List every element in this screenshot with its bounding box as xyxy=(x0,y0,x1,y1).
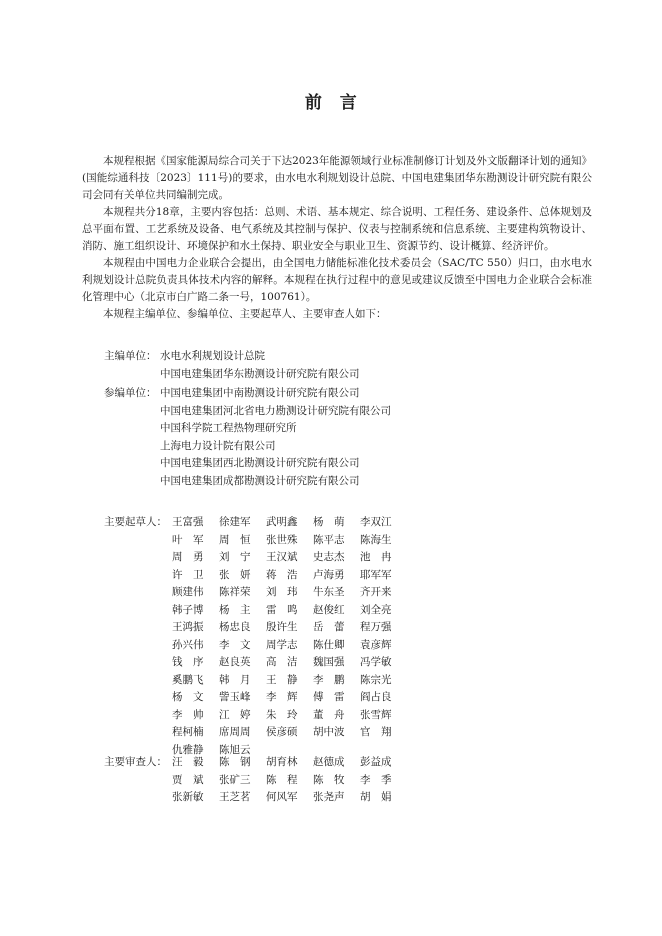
paragraph: 本规程共分18章，主要内容包括：总则、术语、基本规定、综合说明、工程任务、建设条件、总体规划及总平面布置、工艺系统及设备、电气系统及其控制与保护、仪表与控制系统和信息系统、主要建构筑物设计、消防、施工组织设计、环境保护和水土保持、职业安全与职业卫生、资源节约、设计概算、经济评价。 xyxy=(82,206,592,252)
people-row xyxy=(104,772,407,790)
person-name: 齐开来 xyxy=(360,586,392,598)
person-name: 钱 序 xyxy=(172,656,204,668)
person-name: 蒋 浩 xyxy=(266,568,298,581)
person-name: 袁彦辉 xyxy=(360,638,392,651)
person-name: 王鸿振 xyxy=(172,621,204,633)
person-name: 张雪辉 xyxy=(360,708,392,721)
person-name: 奚鹏飞 xyxy=(172,673,204,686)
person-name: 胡中波 xyxy=(313,726,345,738)
person-name: 牛东圣 xyxy=(313,586,345,598)
person-name: 程万强 xyxy=(360,621,392,633)
people-row xyxy=(104,549,407,567)
people-row xyxy=(104,584,407,602)
paragraph: 本规程由中国电力企业联合会提出，由全国电力储能标准化技术委员会（SAC/TC 550）归口，由水电水利规划设计总院负责具体技术内容的解释。本规程在执行过程中的意见或建议反馈至中国电力企业联合会标准化管理中心（北京市白广路二条一号，100761）。 xyxy=(82,257,592,303)
person-name: 池 冉 xyxy=(360,551,392,563)
person-name: 韩子博 xyxy=(172,603,204,616)
person-name: 张世殊 xyxy=(266,533,298,546)
person-name: 李双江 xyxy=(360,516,392,528)
person-name: 赵德成 xyxy=(313,756,345,768)
person-name: 张 妍 xyxy=(219,568,251,581)
person-name: 朱 玲 xyxy=(266,708,298,721)
person-name: 徐建军 xyxy=(219,516,251,528)
person-name: 胡育林 xyxy=(266,756,298,768)
person-name: 岳 蕾 xyxy=(313,621,345,633)
person-name: 叶 军 xyxy=(172,533,204,546)
people-row xyxy=(104,532,407,550)
people-row xyxy=(104,514,407,532)
person-name: 陈 程 xyxy=(266,773,298,786)
drafters-label: 主要起草人： xyxy=(104,516,167,528)
paragraph: 本规程根据《国家能源局综合司关于下达2023年能源领域行业标准制修订计划及外文版翻译计划的通知》(国能综通科技〔2023〕111号)的要求，由水电水利规划设计总院、中国电建集团华东勘测设计研究院有限公司会同有关单位共同编制完成。 xyxy=(82,155,592,201)
paragraph: 本规程主编单位、参编单位、主要起草人、主要审查人如下： xyxy=(103,308,387,320)
chief-units xyxy=(104,348,360,383)
person-name: 訾玉峰 xyxy=(219,691,251,703)
person-name: 李 文 xyxy=(219,638,251,651)
person-name: 冯学敏 xyxy=(360,656,392,668)
unit-item: 中国电建集团西北勘测设计研究院有限公司 xyxy=(160,457,360,469)
person-name: 卢海勇 xyxy=(313,568,345,581)
drafters-list xyxy=(104,514,407,759)
people-row xyxy=(104,637,407,655)
person-name: 侯彦硕 xyxy=(266,726,298,738)
person-name: 赵良英 xyxy=(219,656,251,668)
person-name: 程柯楠 xyxy=(172,726,204,738)
person-name: 李 帅 xyxy=(172,708,204,721)
person-name: 赵俊红 xyxy=(313,603,345,616)
chief-units-label: 主编单位： xyxy=(104,350,157,362)
people-row xyxy=(104,707,407,725)
person-name: 仇雅静 xyxy=(172,743,204,756)
person-name: 杨 文 xyxy=(172,691,204,703)
person-name: 张矿三 xyxy=(219,773,251,786)
person-name: 武明鑫 xyxy=(266,516,298,528)
people-row xyxy=(104,672,407,690)
reviewers-list xyxy=(104,754,407,807)
person-name: 王富强 xyxy=(172,516,204,528)
person-name: 彭益成 xyxy=(360,756,392,768)
person-name: 陈宗光 xyxy=(360,673,392,686)
person-name: 刘全亮 xyxy=(360,603,392,616)
person-name: 江 婷 xyxy=(219,708,251,721)
person-name: 许 卫 xyxy=(172,568,204,581)
person-name: 刘 玮 xyxy=(266,586,298,598)
page-title: 前 言 xyxy=(304,93,358,113)
person-name: 李 鹏 xyxy=(313,673,345,686)
person-name: 王 静 xyxy=(266,673,298,686)
person-name: 陈 牧 xyxy=(313,773,345,786)
foreword-body xyxy=(82,153,592,323)
people-row xyxy=(104,724,407,742)
person-name: 周 勇 xyxy=(172,551,204,563)
person-name: 杨 萌 xyxy=(313,516,345,528)
person-name: 陈旭云 xyxy=(219,743,251,756)
person-name: 陈祥荣 xyxy=(219,586,251,598)
person-name: 雷 鸣 xyxy=(266,603,298,616)
person-name: 官 翔 xyxy=(360,726,392,738)
person-name: 陈海生 xyxy=(360,533,392,546)
people-row xyxy=(104,602,407,620)
person-name: 贾 斌 xyxy=(172,773,204,786)
unit-item: 中国电建集团河北省电力勘测设计研究院有限公司 xyxy=(160,404,391,417)
person-name: 周 恒 xyxy=(219,533,251,546)
person-name: 魏国强 xyxy=(313,656,345,668)
person-name: 高 洁 xyxy=(266,656,298,668)
participating-units-label: 参编单位： xyxy=(104,387,157,399)
people-row xyxy=(104,654,407,672)
person-name: 张新敏 xyxy=(172,791,204,803)
people-row xyxy=(104,689,407,707)
unit-item: 水电水利规划设计总院 xyxy=(160,350,265,362)
people-row xyxy=(104,754,407,772)
person-name: 周学志 xyxy=(266,638,298,651)
unit-item: 上海电力设计院有限公司 xyxy=(160,439,276,452)
person-name: 韩 月 xyxy=(219,673,251,686)
person-name: 杨忠良 xyxy=(219,621,251,633)
person-name: 李 季 xyxy=(360,773,392,786)
person-name: 傅 雷 xyxy=(313,691,345,703)
person-name: 耶军军 xyxy=(360,568,392,581)
person-name: 陈仕卿 xyxy=(313,638,345,651)
people-row xyxy=(104,567,407,585)
person-name: 席周周 xyxy=(219,726,251,738)
people-row xyxy=(104,619,407,637)
unit-item: 中国电建集团华东勘测设计研究院有限公司 xyxy=(160,367,360,380)
participating-units xyxy=(104,385,391,490)
people-row xyxy=(104,789,407,807)
person-name: 何风军 xyxy=(266,791,298,803)
person-name: 董 舟 xyxy=(313,708,345,721)
person-name: 陈平志 xyxy=(313,533,345,546)
person-name: 孙兴伟 xyxy=(172,638,204,651)
person-name: 胡 娟 xyxy=(360,791,392,803)
person-name: 刘 宁 xyxy=(219,551,251,563)
person-name: 王芝茗 xyxy=(219,791,251,803)
unit-item: 中国电建集团成都勘测设计研究院有限公司 xyxy=(160,474,360,487)
unit-item: 中国科学院工程热物理研究所 xyxy=(160,422,297,434)
person-name: 顾建伟 xyxy=(172,586,204,598)
person-name: 张尧声 xyxy=(313,791,345,803)
person-name: 史志杰 xyxy=(313,551,345,563)
reviewers-label: 主要审查人： xyxy=(104,756,167,768)
person-name: 陈 钢 xyxy=(219,756,251,768)
person-name: 王汉斌 xyxy=(266,551,298,563)
person-name: 殷许生 xyxy=(266,621,298,633)
unit-item: 中国电建集团中南勘测设计研究院有限公司 xyxy=(160,387,360,399)
person-name: 汪 毅 xyxy=(172,756,204,768)
person-name: 李 辉 xyxy=(266,691,298,703)
person-name: 杨 主 xyxy=(219,603,251,616)
person-name: 阎占良 xyxy=(360,691,392,703)
